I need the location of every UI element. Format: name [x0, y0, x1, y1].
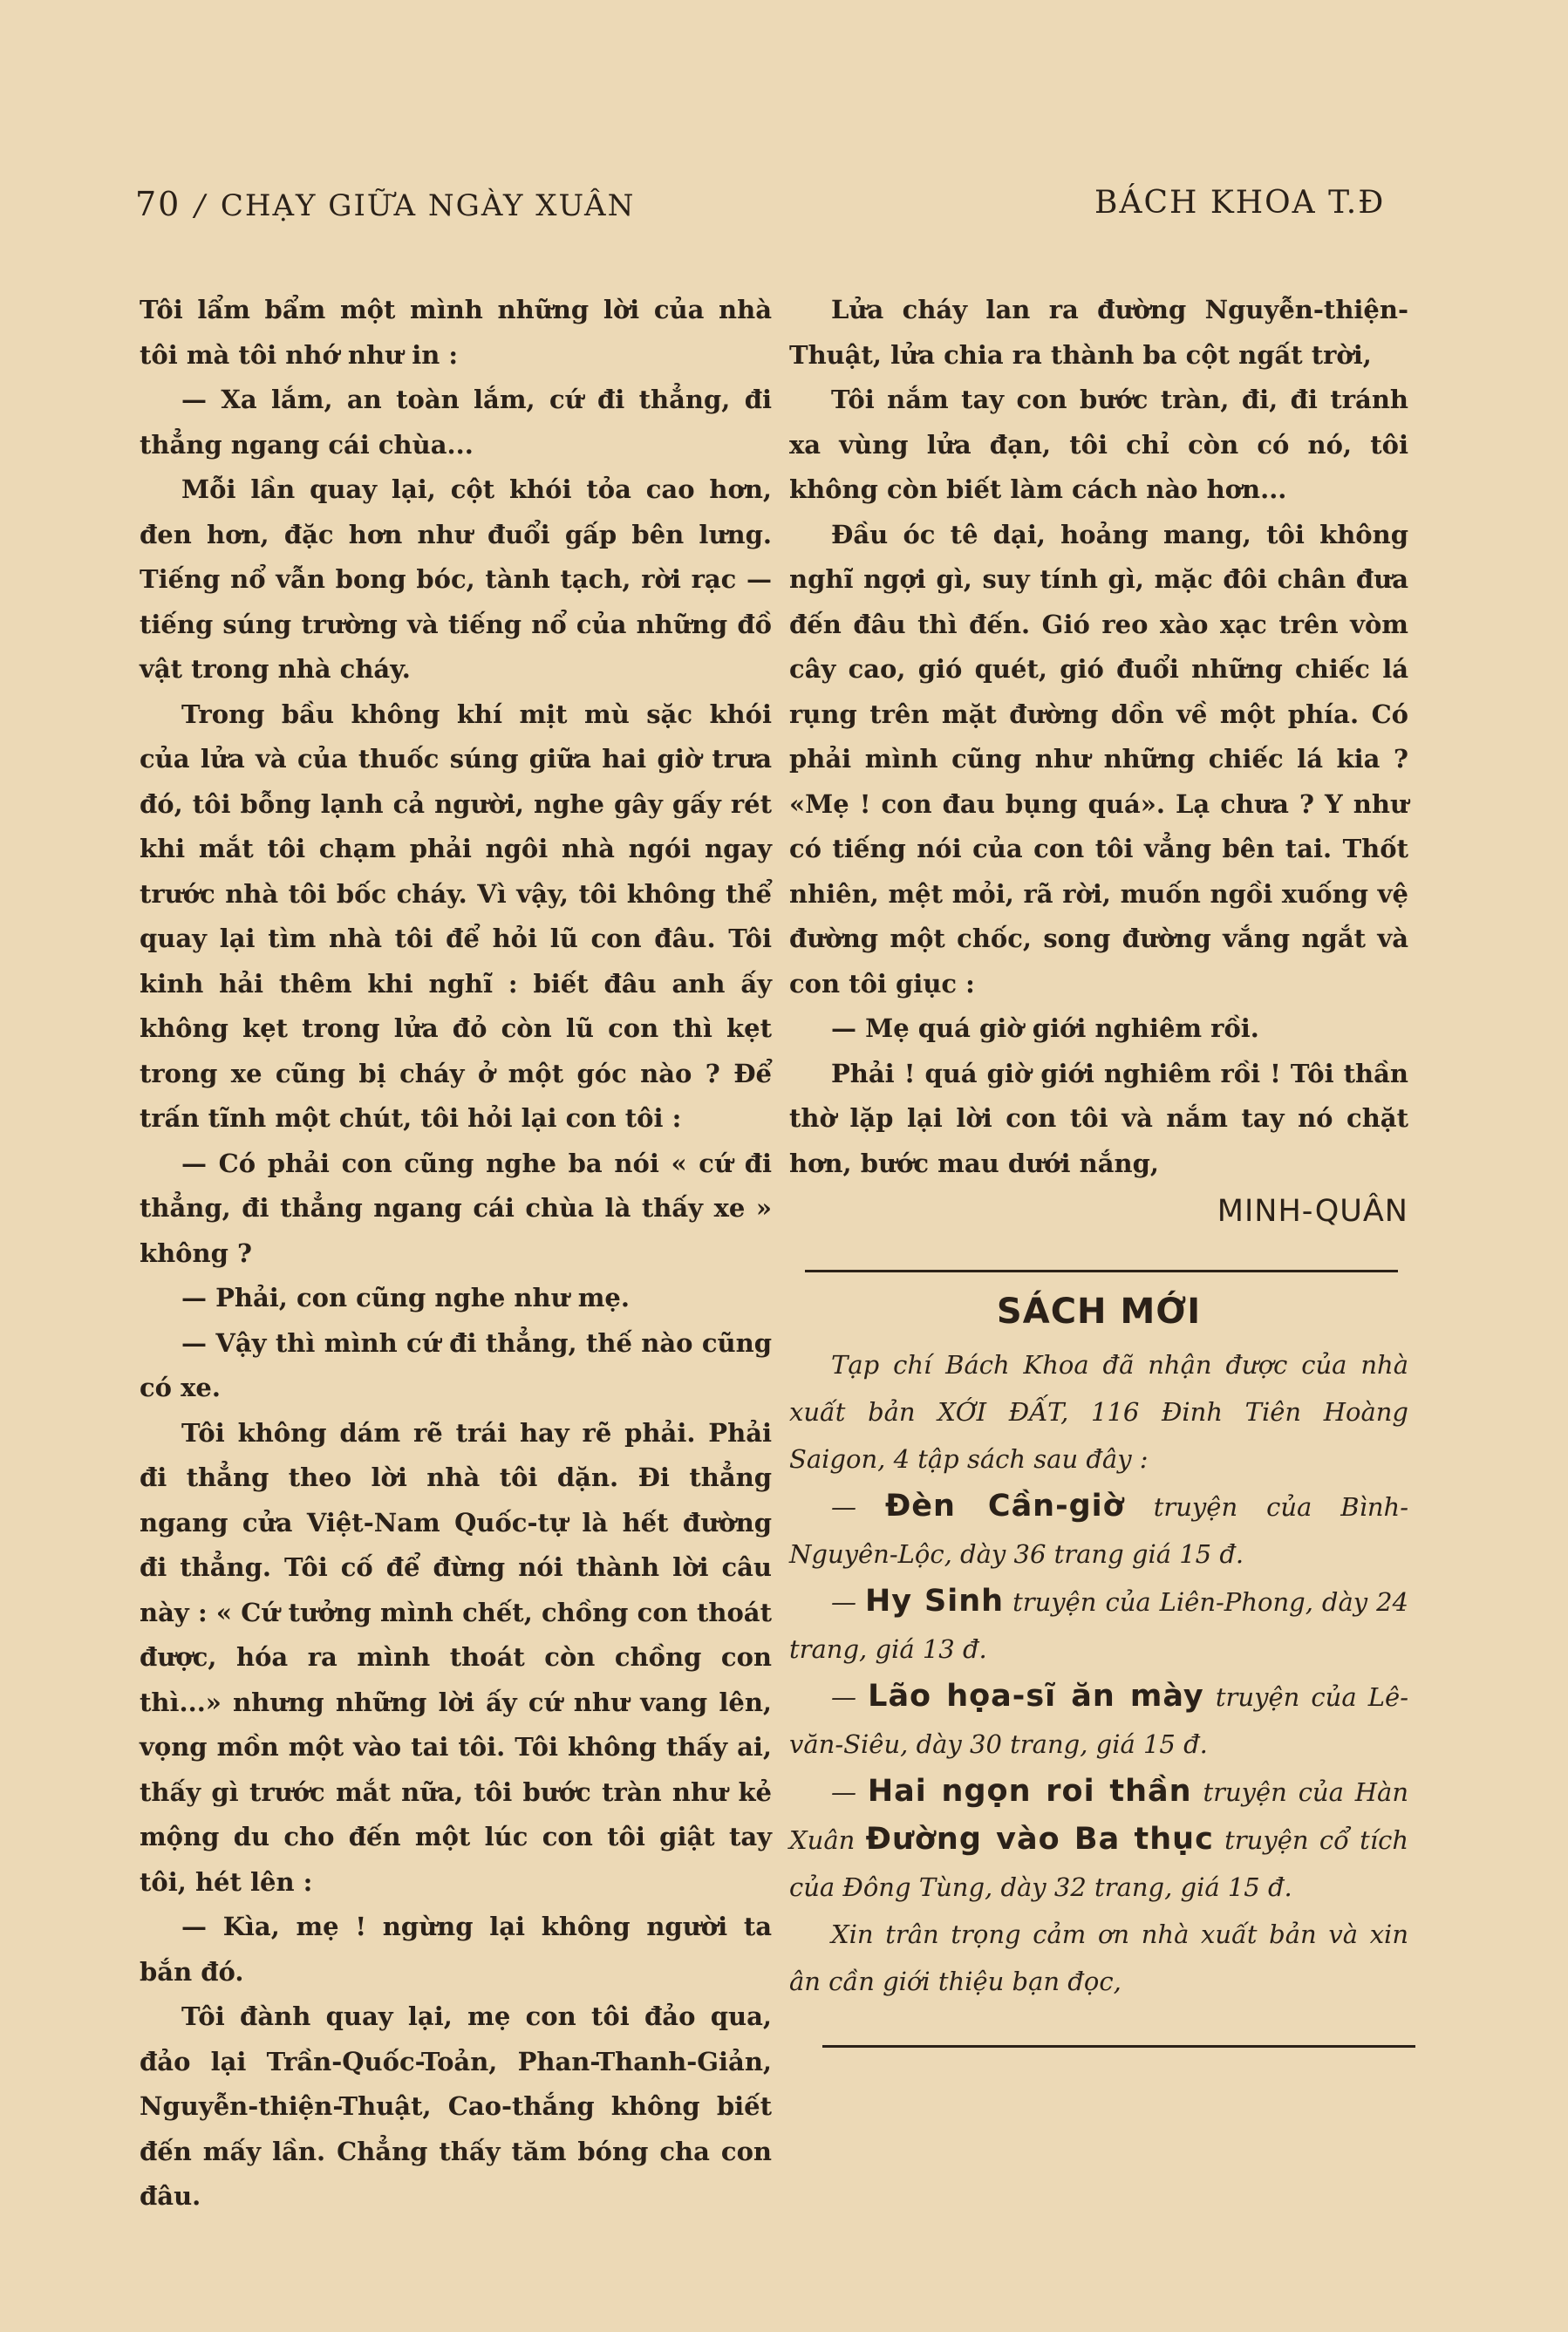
- book-title: Lão họa-sĩ ăn mày: [868, 1679, 1204, 1714]
- paragraph: Phải ! quá giờ giới nghiêm rồi ! Tôi thần thờ lặp lại lời con tôi và nắm tay nó chặt hơn, bước mau dưới nắng,: [789, 1058, 1408, 1178]
- paragraph: Lửa cháy lan ra đường Nguyễn-thiện-Thuật, lửa chia ra thành ba cột ngất trời,: [789, 295, 1408, 370]
- book-entry: [789, 1483, 1408, 1578]
- paragraph: Mỗi lần quay lại, cột khói tỏa cao hơn, đen hơn, đặc hơn như đuổi gấp bên lưng. Tiếng nổ vẫn bong bóc, tành tạch, rời rạc — tiếng súng trường và tiếng nổ của những đồ vật trong nhà cháy.: [140, 474, 772, 684]
- notice-closing: Xin trân trọng cảm ơn nhà xuất bản và xin ân cần giới thiệu bạn đọc,: [789, 1919, 1408, 1996]
- paragraph: Tôi đành quay lại, mẹ con tôi đảo qua, đảo lại Trần-Quốc-Toản, Phan-Thanh-Giản, Nguyễn-thiện-Thuật, Cao-thắng không biết đến mấy lần. Chẳng thấy tăm bóng cha con đâu.: [140, 2001, 772, 2211]
- entry-dash: —: [831, 1777, 856, 1807]
- paragraph: Tôi lẩm bẩm một mình những lời của nhà tôi mà tôi nhớ như in :: [140, 295, 772, 370]
- left-column: [140, 288, 772, 2219]
- book-title: Hy Sinh: [864, 1584, 1005, 1619]
- running-title: [135, 185, 635, 223]
- page-header: [0, 185, 1568, 237]
- book-detail: truyện của Liên-Phong, dày 24 trang, giá 13 đ.: [789, 1587, 1409, 1664]
- bottom-divider: [822, 2045, 1415, 2048]
- book-entry: [789, 1578, 1408, 1673]
- article-title: CHẠY GIỮA NGÀY XUÂN: [220, 188, 636, 223]
- new-books-notice: [789, 1341, 1408, 2005]
- book-detail: truyện cổ tích của Đông Tùng, dày 32 trang, giá 15 đ.: [789, 1825, 1409, 1902]
- magazine-name: BÁCH KHOA T.Đ: [1094, 185, 1386, 221]
- right-column: [789, 288, 1408, 2048]
- dialogue-line: — Xa lắm, an toàn lắm, cứ đi thẳng, đi thẳng ngang cái chùa...: [140, 385, 772, 460]
- entry-dash: —: [831, 1587, 856, 1617]
- dialogue-line: — Phải, con cũng nghe như mẹ.: [181, 1283, 630, 1313]
- dialogue-line: — Mẹ quá giờ giới nghiêm rồi.: [831, 1013, 1259, 1043]
- entry-dash: —: [831, 1492, 856, 1522]
- page-number: 70: [135, 185, 181, 223]
- header-separator: /: [194, 188, 207, 223]
- section-divider: [805, 1270, 1398, 1272]
- paragraph: Tôi không dám rẽ trái hay rẽ phải. Phải đi thẳng theo lời nhà tôi dặn. Đi thẳng ngang cửa Việt-Nam Quốc-tự là hết đường đi thẳng. Tôi cố để đừng nói thành lời câu này : « Cứ tưởng mình chết, chồng con thoát được, hóa ra mình thoát còn chồng con thì...» nhưng những lời ấy cứ như vang lên, vọng mồn một vào tai tôi. Tôi không thấy ai, thấy gì trước mắt nữa, tôi bước tràn như kẻ mộng du cho đến một lúc con tôi giật tay tôi, hét lên :: [140, 1417, 772, 1897]
- notice-intro: Tạp chí Bách Khoa đã nhận được của nhà xuất bản XỚI ĐẤT, 116 Đinh Tiên Hoàng Saigon, 4 tập sách sau đây :: [789, 1350, 1408, 1474]
- dialogue-line: — Có phải con cũng nghe ba nói « cứ đi thẳng, đi thẳng ngang cái chùa là thấy xe » không ?: [140, 1148, 772, 1268]
- dialogue-line: — Vậy thì mình cứ đi thẳng, thế nào cũng có xe.: [140, 1327, 772, 1402]
- book-title: Đèn Cần-giờ: [884, 1489, 1125, 1524]
- author-signature: MINH-QUÂN: [1217, 1194, 1408, 1229]
- book-entry: [789, 1768, 1408, 1911]
- paragraph: Tôi nắm tay con bước tràn, đi, đi tránh xa vùng lửa đạn, tôi chỉ còn có nó, tôi không còn biết làm cách nào hơn...: [789, 385, 1408, 504]
- book-title: Đường vào Ba thục: [865, 1822, 1214, 1857]
- new-books-heading: SÁCH MỚI: [996, 1291, 1202, 1332]
- entry-dash: —: [831, 1682, 856, 1712]
- paragraph: Trong bầu không khí mịt mù sặc khói của lửa và của thuốc súng giữa hai giờ trưa đó, tôi bỗng lạnh cả người, nghe gây gấy rét khi mắt tôi chạm phải ngôi nhà ngói ngay trước nhà tôi bốc cháy. Vì vậy, tôi không thể quay lại tìm nhà tôi để hỏi lũ con đâu. Tôi kinh hải thêm khi nghĩ : biết đâu anh ấy không kẹt trong lửa đỏ còn lũ con thì kẹt trong xe cũng bị cháy ở một góc nào ? Để trấn tĩnh một chút, tôi hỏi lại con tôi :: [140, 699, 772, 1133]
- book-detail: truyện của Lê-văn-Siêu, dày 30 trang, giá 15 đ.: [789, 1682, 1408, 1759]
- dialogue-line: — Kìa, mẹ ! ngừng lại không người ta bắn đó.: [140, 1912, 772, 1987]
- book-title: Hai ngọn roi thần: [867, 1774, 1192, 1809]
- paragraph: Đầu óc tê dại, hoảng mang, tôi không nghĩ ngợi gì, suy tính gì, mặc đôi chân đưa đến đâu thì đến. Gió reo xào xạc trên vòm cây cao, gió quét, gió đuổi những chiếc lá rụng trên mặt đường dồn về một phía. Có phải mình cũng như những chiếc lá kia ? «Mẹ ! con đau bụng quá». Lạ chưa ? Y như có tiếng nói của con tôi vẳng bên tai. Thốt nhiên, mệt mỏi, rã rời, muốn ngồi xuống vệ đường một chốc, song đường vắng ngắt và con tôi giục :: [789, 519, 1408, 999]
- book-detail: truyện của Hàn Xuân: [789, 1777, 1408, 1855]
- book-entry: [789, 1673, 1408, 1768]
- book-detail: truyện của Bình-Nguyên-Lộc, dày 36 trang giá 15 đ.: [789, 1492, 1408, 1569]
